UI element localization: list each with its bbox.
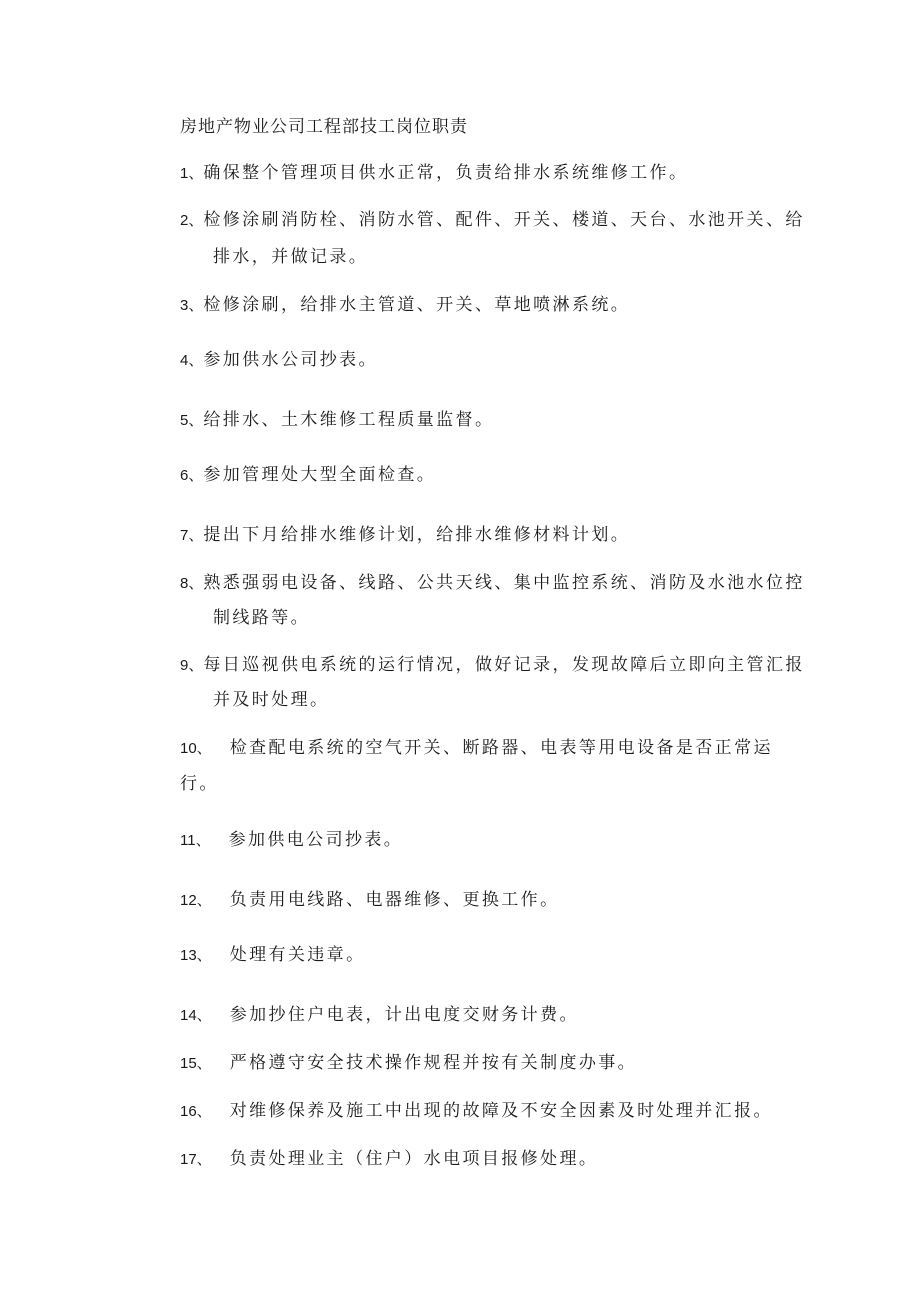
item-number: 4、 xyxy=(180,352,204,369)
item-text: 检修涂刷，给排水主管道、开关、草地喷淋系统。 xyxy=(203,295,631,315)
item-text: 处理有关违章。 xyxy=(229,945,366,965)
duty-item-8-continuation: 制线路等。 xyxy=(213,608,310,628)
document-title: 房地产物业公司工程部技工岗位职责 xyxy=(180,117,468,137)
item-text: 检修涂刷消防栓、消防水管、配件、开关、楼道、天台、水池开关、给 xyxy=(203,210,805,230)
item-text: 熟悉强弱电设备、线路、公共天线、集中监控系统、消防及水池水位控 xyxy=(203,573,805,593)
item-text: 参加供电公司抄表。 xyxy=(228,830,404,850)
item-text: 每日巡视供电系统的运行情况，做好记录，发现故障后立即向主管汇报 xyxy=(203,655,805,675)
duty-item-15 xyxy=(180,1052,637,1075)
duty-item-2 xyxy=(180,209,805,232)
item-number: 14、 xyxy=(180,1007,212,1024)
item-number: 9、 xyxy=(180,657,204,674)
duty-item-16 xyxy=(180,1100,773,1123)
duty-item-6 xyxy=(180,464,436,487)
item-number: 15、 xyxy=(180,1055,212,1072)
duty-item-11 xyxy=(180,829,403,852)
duty-item-3 xyxy=(180,294,630,317)
item-number: 11、 xyxy=(180,832,211,849)
item-number: 3、 xyxy=(180,297,204,314)
item-number: 8、 xyxy=(180,575,204,592)
item-number: 13、 xyxy=(180,947,212,964)
duty-item-2-continuation: 排水，并做记录。 xyxy=(213,247,369,267)
duty-item-9 xyxy=(180,654,805,677)
item-number: 6、 xyxy=(180,467,204,484)
item-text: 严格遵守安全技术操作规程并按有关制度办事。 xyxy=(229,1053,638,1073)
duty-item-1 xyxy=(180,162,688,185)
item-text: 确保整个管理项目供水正常，负责给排水系统维修工作。 xyxy=(203,163,689,183)
item-number: 1、 xyxy=(180,165,204,182)
duty-item-5 xyxy=(180,409,494,432)
duty-item-9-continuation: 并及时处理。 xyxy=(213,690,330,710)
item-text: 给排水、土木维修工程质量监督。 xyxy=(203,410,495,430)
item-text: 检查配电系统的空气开关、断路器、电表等用电设备是否正常运 xyxy=(229,738,773,758)
duty-item-13 xyxy=(180,944,366,967)
duty-item-14 xyxy=(180,1004,579,1027)
duty-item-10 xyxy=(180,737,773,760)
duty-item-10-continuation: 行。 xyxy=(180,774,219,794)
item-number: 12、 xyxy=(180,892,212,909)
item-number: 10、 xyxy=(180,740,212,757)
item-text: 负责用电线路、电器维修、更换工作。 xyxy=(229,890,560,910)
item-number: 5、 xyxy=(180,412,204,429)
duty-item-7 xyxy=(180,524,630,547)
item-text: 提出下月给排水维修计划，给排水维修材料计划。 xyxy=(203,525,631,545)
item-number: 16、 xyxy=(180,1103,212,1120)
item-text: 参加供水公司抄表。 xyxy=(203,350,378,370)
item-number: 7、 xyxy=(180,527,204,544)
duty-item-17 xyxy=(180,1148,598,1171)
item-text: 负责处理业主（住户）水电项目报修处理。 xyxy=(229,1149,599,1169)
item-number: 17、 xyxy=(180,1151,212,1168)
duty-item-12 xyxy=(180,889,560,912)
item-text: 参加抄住户电表，计出电度交财务计费。 xyxy=(229,1005,579,1025)
item-text: 对维修保养及施工中出现的故障及不安全因素及时处理并汇报。 xyxy=(229,1101,773,1121)
item-number: 2、 xyxy=(180,212,204,229)
duty-item-4 xyxy=(180,349,378,372)
duty-item-8 xyxy=(180,572,805,595)
item-text: 参加管理处大型全面检查。 xyxy=(203,465,437,485)
